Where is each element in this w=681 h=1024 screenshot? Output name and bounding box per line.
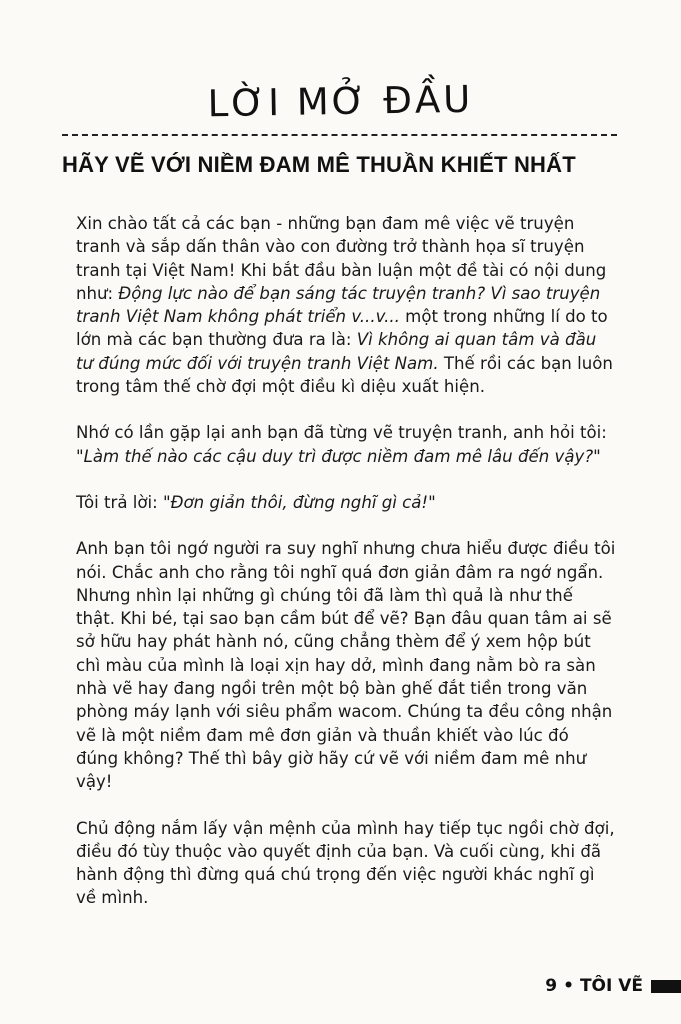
- page-number: 9: [545, 976, 558, 996]
- paragraph-3-quote: "Đơn giản thôi, đừng nghĩ gì cả!": [163, 492, 436, 512]
- footer-separator: •: [563, 976, 574, 996]
- paragraph-1-text-e: Thế rồi các bạn luôn trong tâm thế chờ đợi một điều kì diệu xuất hiện.: [76, 353, 613, 397]
- section-subtitle: HÃY VẼ VỚI NIỀM ĐAM MÊ THUẦN KHIẾT NHẤT: [62, 152, 576, 177]
- paragraph-1-italic-b: Động lực nào để bạn sáng tác truyện tranh? Vì sao truyện tranh Việt Nam không phát triển v...v...: [76, 283, 601, 327]
- paragraph-3: [76, 491, 616, 514]
- paragraph-1: [76, 212, 616, 398]
- paragraph-5: Chủ động nắm lấy vận mệnh của mình hay tiếp tục ngồi chờ đợi, điều đó tùy thuộc vào quyết định của bạn. Và cuối cùng, khi đã hành động thì đừng quá chú trọng đến việc người khác nghĩ gì về mình.: [76, 818, 615, 908]
- paragraph-1-text-c: một trong những lí do to lớn mà các bạn thường đưa ra là:: [76, 307, 608, 350]
- page-footer: [545, 976, 681, 996]
- paragraph-4: Anh bạn tôi ngớ người ra suy nghĩ nhưng chưa hiểu được điều tôi nói. Chắc anh cho rằng tôi nghĩ quá đơn giản đâm ra ngớ ngẩn. Nhưng nhìn lại những gì chúng tôi đã làm thì quả là như thế thật. Khi bé, tại sao bạn cầm bút để vẽ? Bạn đâu quan tâm ai sẽ sở hữu hay phát hành nó, cũng chẳng thèm để ý xem hộp bút chì màu của mình là loại xịn hay dở, mình đang nằm bò ra sàn nhà vẽ hay đang ngồi trên một bộ bàn ghế đắt tiền trong văn phòng máy lạnh với siêu phẩm wacom. Chúng ta đều công nhận vẽ là một niềm đam mê đơn giản và thuần khiết vào lúc đó đúng không? Thế thì bây giờ hãy cứ vẽ với niềm đam mê như vậy!: [76, 539, 616, 792]
- footer-bar-mark: [651, 980, 681, 993]
- paragraph-2: [76, 421, 616, 468]
- paragraph-2-text-a: Nhớ có lần gặp lại anh bạn đã từng vẽ truyện tranh, anh hỏi tôi:: [76, 423, 607, 443]
- paragraph-2-quote: "Làm thế nào các cậu duy trì được niềm đam mê lâu đến vậy?": [76, 446, 601, 466]
- running-title: TÔI VẼ: [579, 976, 643, 996]
- chapter-title: LỜI MỞ ĐẦU: [207, 77, 474, 126]
- dashed-divider: [62, 134, 617, 136]
- paragraph-1-italic-d: Vì không ai quan tâm và đầu tư đúng mức đối với truyện tranh Việt Nam.: [76, 330, 597, 373]
- paragraph-3-text-a: Tôi trả lời:: [76, 492, 164, 512]
- body-text: [76, 212, 616, 910]
- paragraph-1-text-a: Xin chào tất cả các bạn - những bạn đam mê việc vẽ truyện tranh và sắp dấn thân vào con đường trở thành họa sĩ truyện tranh tại Việt Nam! Khi bắt đầu bàn luận một đề tài có nội dung như:: [76, 214, 607, 303]
